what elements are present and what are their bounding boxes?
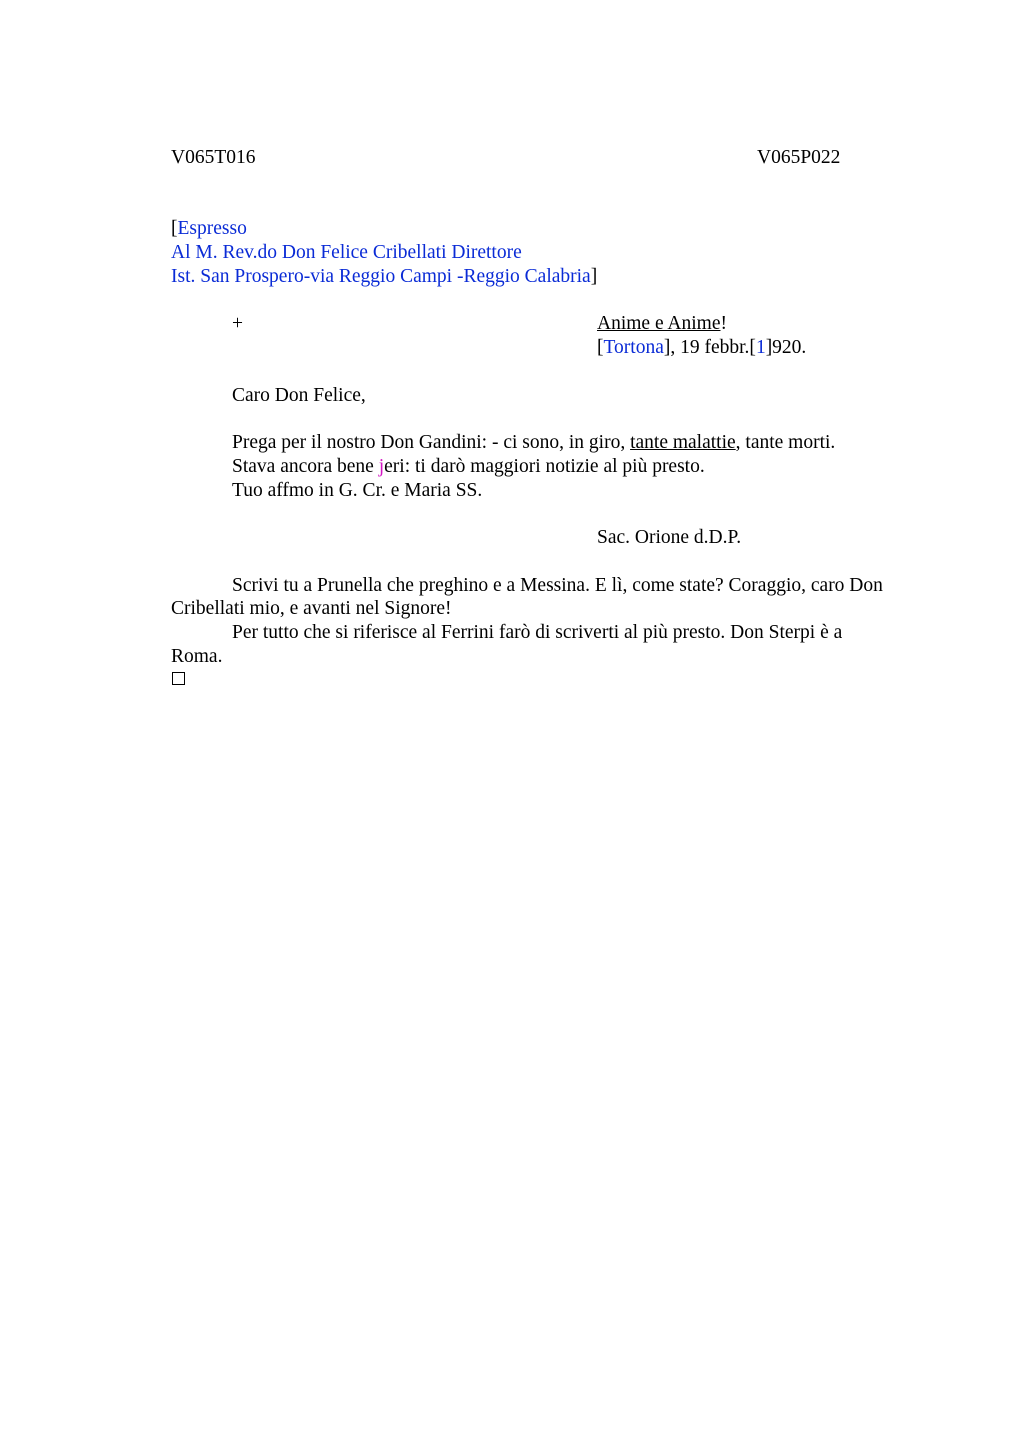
address-institute: Ist. San Prospero-via Reggio Campi -Reggio Calabria <box>171 266 591 287</box>
postscript-1-line-1: Scrivi tu a Prunella che preghino e a Messina. E lì, come state? Coraggio, caro Don <box>232 575 883 596</box>
postscript-2-line-1: Per tutto che si riferisce al Ferrini farò di scriverti al più presto. Don Sterpi è a <box>232 622 843 643</box>
body-text: Prega per il nostro Don Gandini: - ci sono, in giro, <box>232 432 631 453</box>
body-text: eri: ti darò maggiori notizie al più presto. <box>384 456 705 477</box>
cross-symbol: + <box>232 313 243 334</box>
postscript-2-line-2: Roma. <box>171 646 223 667</box>
body-paragraph-1 <box>232 431 835 455</box>
year-insert: 1 <box>755 337 766 358</box>
underlined-phrase: tante malattie <box>630 432 736 453</box>
bracket-open: [ <box>171 218 178 239</box>
bracket-close: ] <box>590 266 598 287</box>
motto-text: Anime e Anime <box>597 313 721 334</box>
body-text: Stava ancora bene <box>232 456 379 477</box>
body-text: , tante morti. <box>735 432 836 453</box>
date-middle: ], 19 febbr.[ <box>663 337 756 358</box>
address-line-2: Al M. Rev.do Don Felice Cribellati Direttore <box>171 242 522 263</box>
address-line-1 <box>171 217 247 241</box>
address-espresso: Espresso <box>177 218 247 239</box>
end-marker-box <box>172 672 185 685</box>
signature: Sac. Orione d.D.P. <box>597 527 742 548</box>
page-code-right: V065P022 <box>757 147 841 168</box>
corrected-letter: j <box>378 456 385 477</box>
closing-line: Tuo affmo in G. Cr. e Maria SS. <box>232 480 483 501</box>
postscript-1-line-2: Cribellati mio, e avanti nel Signore! <box>171 598 452 619</box>
place-name: Tortona <box>603 337 664 358</box>
motto-punct: ! <box>720 313 727 334</box>
date-end: ]920. <box>765 337 807 358</box>
body-paragraph-2 <box>232 455 705 479</box>
date-open-bracket: [ <box>597 337 604 358</box>
document-code-left: V065T016 <box>171 147 256 168</box>
place-date <box>597 336 806 360</box>
motto <box>597 312 727 336</box>
salutation: Caro Don Felice, <box>232 385 366 406</box>
address-line-3 <box>171 265 597 289</box>
